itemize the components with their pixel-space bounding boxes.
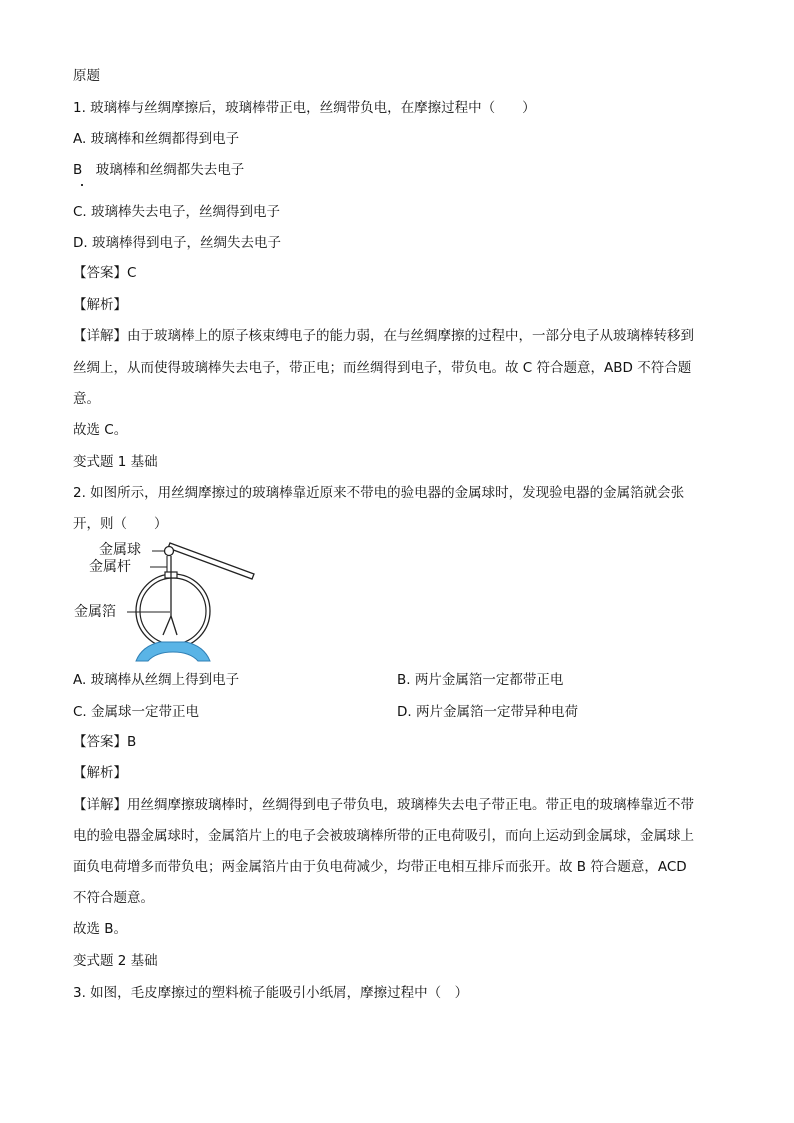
question-1-detail-line: 【详解】由于玻璃棒上的原子核束缚电子的能力弱，在与丝绸摩擦的过程中，一部分电子从玻璃棒转移到 <box>73 328 694 344</box>
variant-2-label: 变式题 2 基础 <box>73 953 158 969</box>
question-3-stem: 3. 如图，毛皮摩擦过的塑料梳子能吸引小纸屑，摩擦过程中（ ） <box>73 985 469 1001</box>
question-1-option-a: A. 玻璃棒和丝绸都得到电子 <box>73 131 240 147</box>
question-1-option-c: C. 玻璃棒失去电子，丝绸得到电子 <box>73 204 281 220</box>
question-2-stem-line: 开，则（ ） <box>73 516 168 532</box>
question-2-detail-line: 【详解】用丝绸摩擦玻璃棒时，丝绸得到电子带负电，玻璃棒失去电子带正电。带正电的玻璃棒靠近不带 <box>73 797 694 813</box>
question-2-option-d: D. 两片金属箔一定带异种电荷 <box>397 704 578 720</box>
stray-dot <box>81 184 83 186</box>
question-2-answer: 【答案】B <box>73 734 137 750</box>
metal-foil <box>171 616 177 635</box>
question-1-stem: 1. 玻璃棒与丝绸摩擦后，玻璃棒带正电，丝绸带负电，在摩擦过程中（ ） <box>73 100 536 116</box>
metal-foil <box>163 616 171 635</box>
question-1-option-d: D. 玻璃棒得到电子，丝绸失去电子 <box>73 235 281 251</box>
electroscope-ring-inner <box>140 578 206 644</box>
electroscope-stand <box>136 642 210 661</box>
question-2-detail-line: 面负电荷增多而带负电；两金属箔片由于负电荷减少，均带正电相互排斥而张开。故 B 符合题意，ACD <box>73 859 687 875</box>
glass-rod <box>168 543 254 579</box>
figure-label-metal-ball: 金属球 <box>99 542 141 558</box>
header-original-question: 原题 <box>73 68 100 84</box>
question-1-conclusion: 故选 C。 <box>73 422 128 438</box>
metal-ball <box>165 547 174 556</box>
question-2-conclusion: 故选 B。 <box>73 921 128 937</box>
question-1-option-b: B 玻璃棒和丝绸都失去电子 <box>73 162 245 178</box>
question-1-analysis-label: 【解析】 <box>73 297 127 313</box>
question-2-stem-line: 2. 如图所示，用丝绸摩擦过的玻璃棒靠近原来不带电的验电器的金属球时，发现验电器的金属箔就会张 <box>73 485 685 501</box>
question-1-detail-line: 丝绸上，从而使得玻璃棒失去电子，带正电；而丝绸得到电子，带负电。故 C 符合题意，ABD 不符合题 <box>73 360 692 376</box>
question-2-detail-line: 电的验电器金属球时，金属箔片上的电子会被玻璃棒所带的正电荷吸引，而向上运动到金属球，金属球上 <box>73 828 694 844</box>
question-2-detail-line: 不符合题意。 <box>73 890 154 906</box>
question-2-option-b: B. 两片金属箔一定都带正电 <box>397 672 564 688</box>
question-2-option-c: C. 金属球一定带正电 <box>73 704 200 720</box>
question-2-option-a: A. 玻璃棒从丝绸上得到电子 <box>73 672 240 688</box>
figure-label-metal-rod: 金属杆 <box>89 559 131 575</box>
figure-label-metal-foil: 金属箔 <box>74 604 116 620</box>
question-1-detail-line: 意。 <box>73 391 100 407</box>
question-1-answer: 【答案】C <box>73 265 137 281</box>
question-2-analysis-label: 【解析】 <box>73 765 127 781</box>
electroscope-ring <box>136 574 210 648</box>
variant-1-label: 变式题 1 基础 <box>73 454 158 470</box>
